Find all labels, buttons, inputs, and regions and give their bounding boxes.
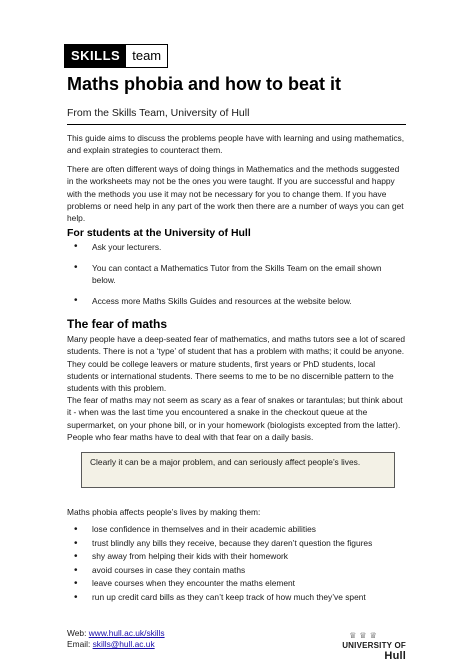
footer-contact (67, 628, 165, 650)
list-item: • shy away from helping their kids with their homework (67, 550, 407, 564)
students-list (67, 241, 407, 307)
list-item: • run up credit card bills as they can’t keep track of how much they’ve spent (67, 591, 407, 605)
uni-name: Hull (384, 650, 406, 662)
list-item: • leave courses when they encounter the maths element (67, 577, 407, 591)
intro-paragraph-1: This guide aims to discuss the problems people have with learning and using mathematics, and explain strategies to counteract them. (67, 133, 405, 156)
list-item: • Ask your lecturers. (67, 241, 407, 253)
fear-paragraph-1: Many people have a deep-seated fear of mathematics, and maths tutors see a lot of scared students. There is not a ‘type’ of student that has a problem with maths; it could be anyone. They could be college leavers or mature students, first years or PhD students, local students or international students. There seems to me to be no discernible pattern to the students with this problem. (67, 334, 405, 394)
effects-intro: Maths phobia affects people’s lives by making them: (67, 507, 261, 517)
list-item: • avoid courses in case they contain maths (67, 564, 407, 578)
email-link[interactable]: skills@hull.ac.uk (92, 639, 155, 649)
list-item: • trust blindly any bills they receive, because they daren’t question the figures (67, 537, 407, 551)
page-title: Maths phobia and how to beat it (67, 74, 341, 94)
university-logo (320, 631, 406, 662)
list-item: • You can contact a Mathematics Tutor from the Skills Team on the email shown below. (67, 262, 407, 286)
callout-box (81, 452, 395, 488)
students-heading: For students at the University of Hull (67, 227, 251, 239)
fear-heading: The fear of maths (67, 317, 168, 331)
logo-skills: SKILLS (65, 45, 126, 67)
list-item: • Access more Maths Skills Guides and resources at the website below. (67, 295, 407, 307)
effects-list (67, 523, 407, 605)
logo-team: team (132, 48, 162, 63)
skills-team-logo (64, 44, 168, 68)
web-link[interactable]: www.hull.ac.uk/skills (88, 628, 165, 638)
callout-text: Clearly it can be a major problem, and can seriously affect people’s lives. (90, 457, 361, 467)
web-label: Web: (67, 628, 87, 638)
list-item: • lose confidence in themselves and in their academic abilities (67, 523, 407, 537)
intro-paragraph-2: There are often different ways of doing things in Mathematics and the methods suggested in the worksheets may not be the ones you were taught. If you are successful and happy with the methods you use it may not be necessary for you to change them. If you have problems or need help in any part of the work then there are a number of ways you can get help. (67, 164, 404, 224)
title-divider (67, 124, 406, 125)
email-label: Email: (67, 639, 91, 649)
fear-paragraph-2: The fear of maths may not seem as scary as a fear of snakes or tarantulas; but think about it - when was the last time you encountered a snake in the checkout queue at the supermarket, on your phone bill, or in your homework (biologists excepted from the latter). People who fear maths have to deal with that fear on a daily basis. (67, 395, 403, 442)
uni-prefix: UNIVERSITY OF (342, 641, 406, 650)
crest-icon: ♕ ♕ ♕ (349, 631, 377, 640)
page-subtitle: From the Skills Team, University of Hull (67, 107, 250, 119)
